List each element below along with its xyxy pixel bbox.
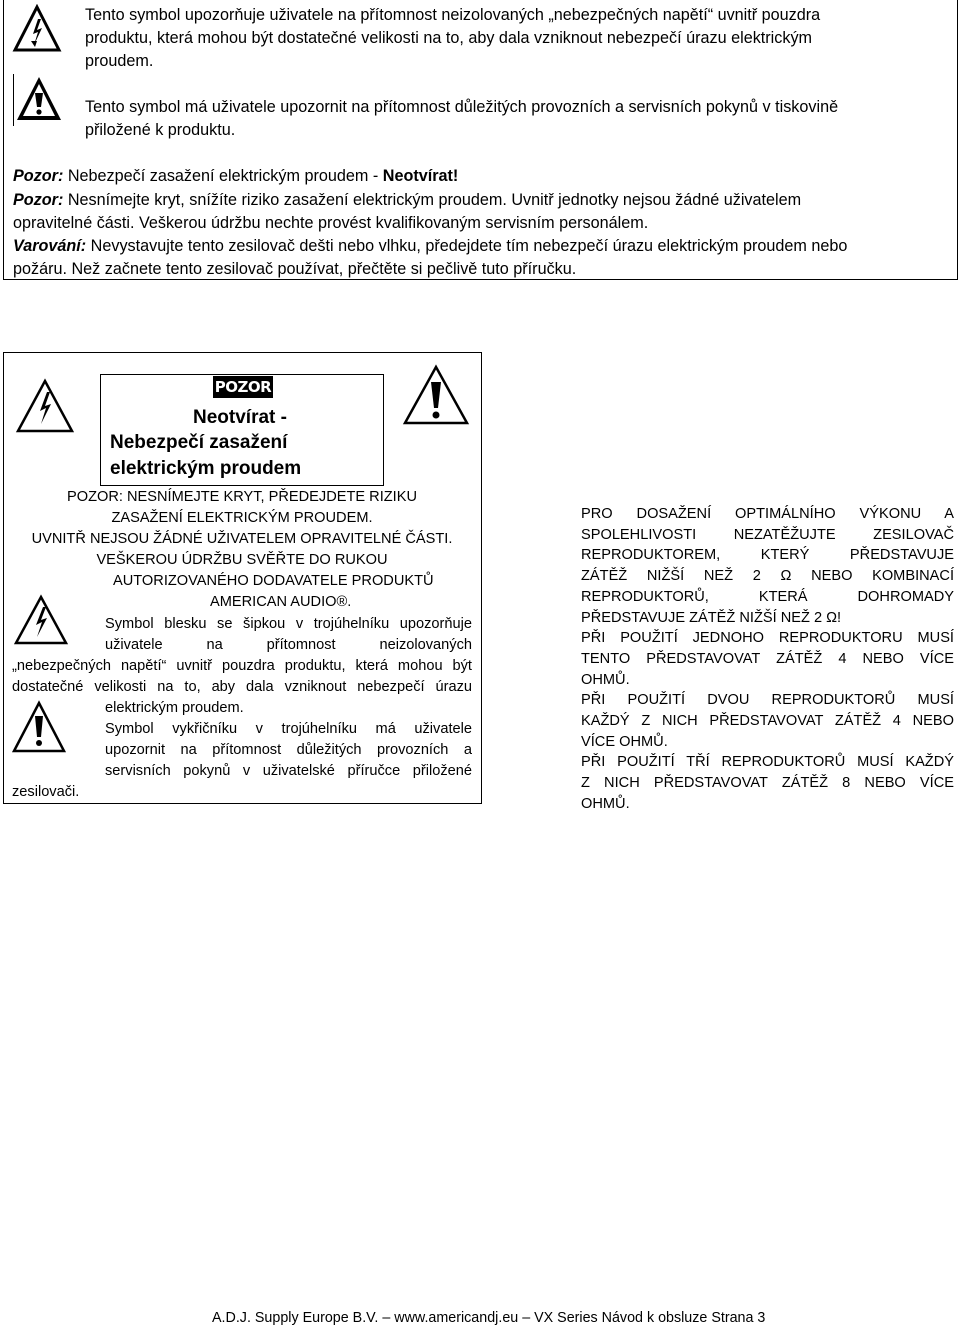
exclamation-triangle-icon bbox=[14, 74, 64, 124]
symbol-exclamation-text: Tento symbol má uživatele upozornit na přítomnost důležitých provozních a servisních pokynů v tiskovině přiložené k produktu. bbox=[85, 98, 839, 139]
pozor-tag: POZOR bbox=[214, 378, 272, 396]
lightning-description: „nebezpečných napětí“ uvnitř pouzdra produktu, která mohou být dostatečné velikosti na to, aby dala vzniknout nebezpečí úrazu bbox=[12, 658, 472, 695]
warning-cover: Pozor: Nesnímejte kryt, snížíte riziko zasažení elektrickým proudem. Uvnitř jednotky nejsou žádné uživatelem opravitelné části. Veškerou údržbu nechte provést kvalifikovaným servisním personálem. bbox=[13, 191, 802, 232]
exclamation-description: zesilovači. bbox=[12, 784, 80, 800]
divider bbox=[13, 74, 14, 126]
caution-text: POZOR: NESNÍMEJTE KRYT, PŘEDEJDETE RIZIKU ZASAŽENÍ ELEKTRICKÝM PROUDEM. UVNITŘ NEJSOU ŽÁDNÉ UŽIVATELEM OPRAVITELNÉ ČÁSTI. VEŠKEROU ÚDRŽBU SVĚŘTE DO RUKOU bbox=[31, 489, 453, 568]
sign-line: elektrickým proudem bbox=[110, 458, 302, 479]
lightning-description: Symbol blesku se šipkou v trojúhelníku upozorňuje uživatele na přítomnost neizolovaných bbox=[105, 616, 472, 653]
speaker-load-warning: PRO DOSAŽENÍ OPTIMÁLNÍHO VÝKONU A SPOLEHLIVOSTI NEZATĚŽUJTE ZESILOVAČ REPRODUKTOREM, KTERÝ PŘEDSTAVUJE ZÁTĚŽ NIŽŠÍ NEŽ 2 Ω NEBO KOMBINACÍ REPRODUKTORŮ, KTERÁ DOHROMADY PŘEDSTAVUJE ZÁTĚŽ NIŽŠÍ NEŽ 2 Ω! PŘI POUŽITÍ JEDNOHO REPRODUKTORU MUSÍ TENTO PŘEDSTAVOVAT ZÁTĚŽ 4 NEBO VÍCE OHMŮ. PŘI POUŽITÍ DVOU REPRODUKTORŮ MUSÍ KAŽDÝ Z NICH PŘEDSTAVOVAT ZÁTĚŽ 4 NEBO VÍCE OHMŮ. PŘI POUŽITÍ TŘÍ REPRODUKTORŮ MUSÍ KAŽDÝ Z NICH PŘEDSTAVOVAT ZÁTĚŽ 8 NEBO VÍCE OHMŮ. bbox=[581, 506, 954, 812]
symbol-lightning-text: Tento symbol upozorňuje uživatele na přítomnost neizolovaných „nebezpečných napětí“ uvnitř pouzdra produktu, která mohou být dostatečné velikosti na to, aby dala vzniknout nebezpečí úrazu elektrickým proudem. bbox=[85, 6, 821, 70]
sign-line: Nebezpečí zasažení bbox=[110, 432, 288, 453]
lightning-description: elektrickým proudem. bbox=[105, 700, 244, 716]
lightning-triangle-icon bbox=[15, 378, 75, 434]
sign-line: Neotvírat - bbox=[193, 407, 287, 428]
page-footer: A.D.J. Supply Europe B.V. – www.americandj.eu – VX Series Návod k obsluze Strana 3 bbox=[212, 1310, 766, 1326]
warning-open: Pozor: Nebezpečí zasažení elektrickým proudem - Neotvírat! bbox=[13, 167, 459, 185]
exclamation-triangle-icon bbox=[402, 364, 470, 426]
exclamation-description: Symbol vykřičníku v trojúhelníku má uživatele upozornit na přítomnost důležitých provozních a servisních pokynů v uživatelské příručce přiložené bbox=[105, 721, 472, 779]
lightning-triangle-icon bbox=[12, 4, 62, 54]
caution-text: AUTORIZOVANÉHO DODAVATELE PRODUKTŮ bbox=[113, 573, 434, 589]
exclamation-triangle-icon bbox=[11, 700, 67, 754]
warning-moisture: Varování: Nevystavujte tento zesilovač dešti nebo vlhku, předejdete tím nebezpečí úrazu elektrickým proudem nebo požáru. Než začnete tento zesilovač používat, přečtěte si pečlivě tuto příručku. bbox=[13, 237, 848, 278]
caution-text: AMERICAN AUDIO®. bbox=[210, 594, 352, 610]
lightning-triangle-icon bbox=[13, 594, 69, 646]
